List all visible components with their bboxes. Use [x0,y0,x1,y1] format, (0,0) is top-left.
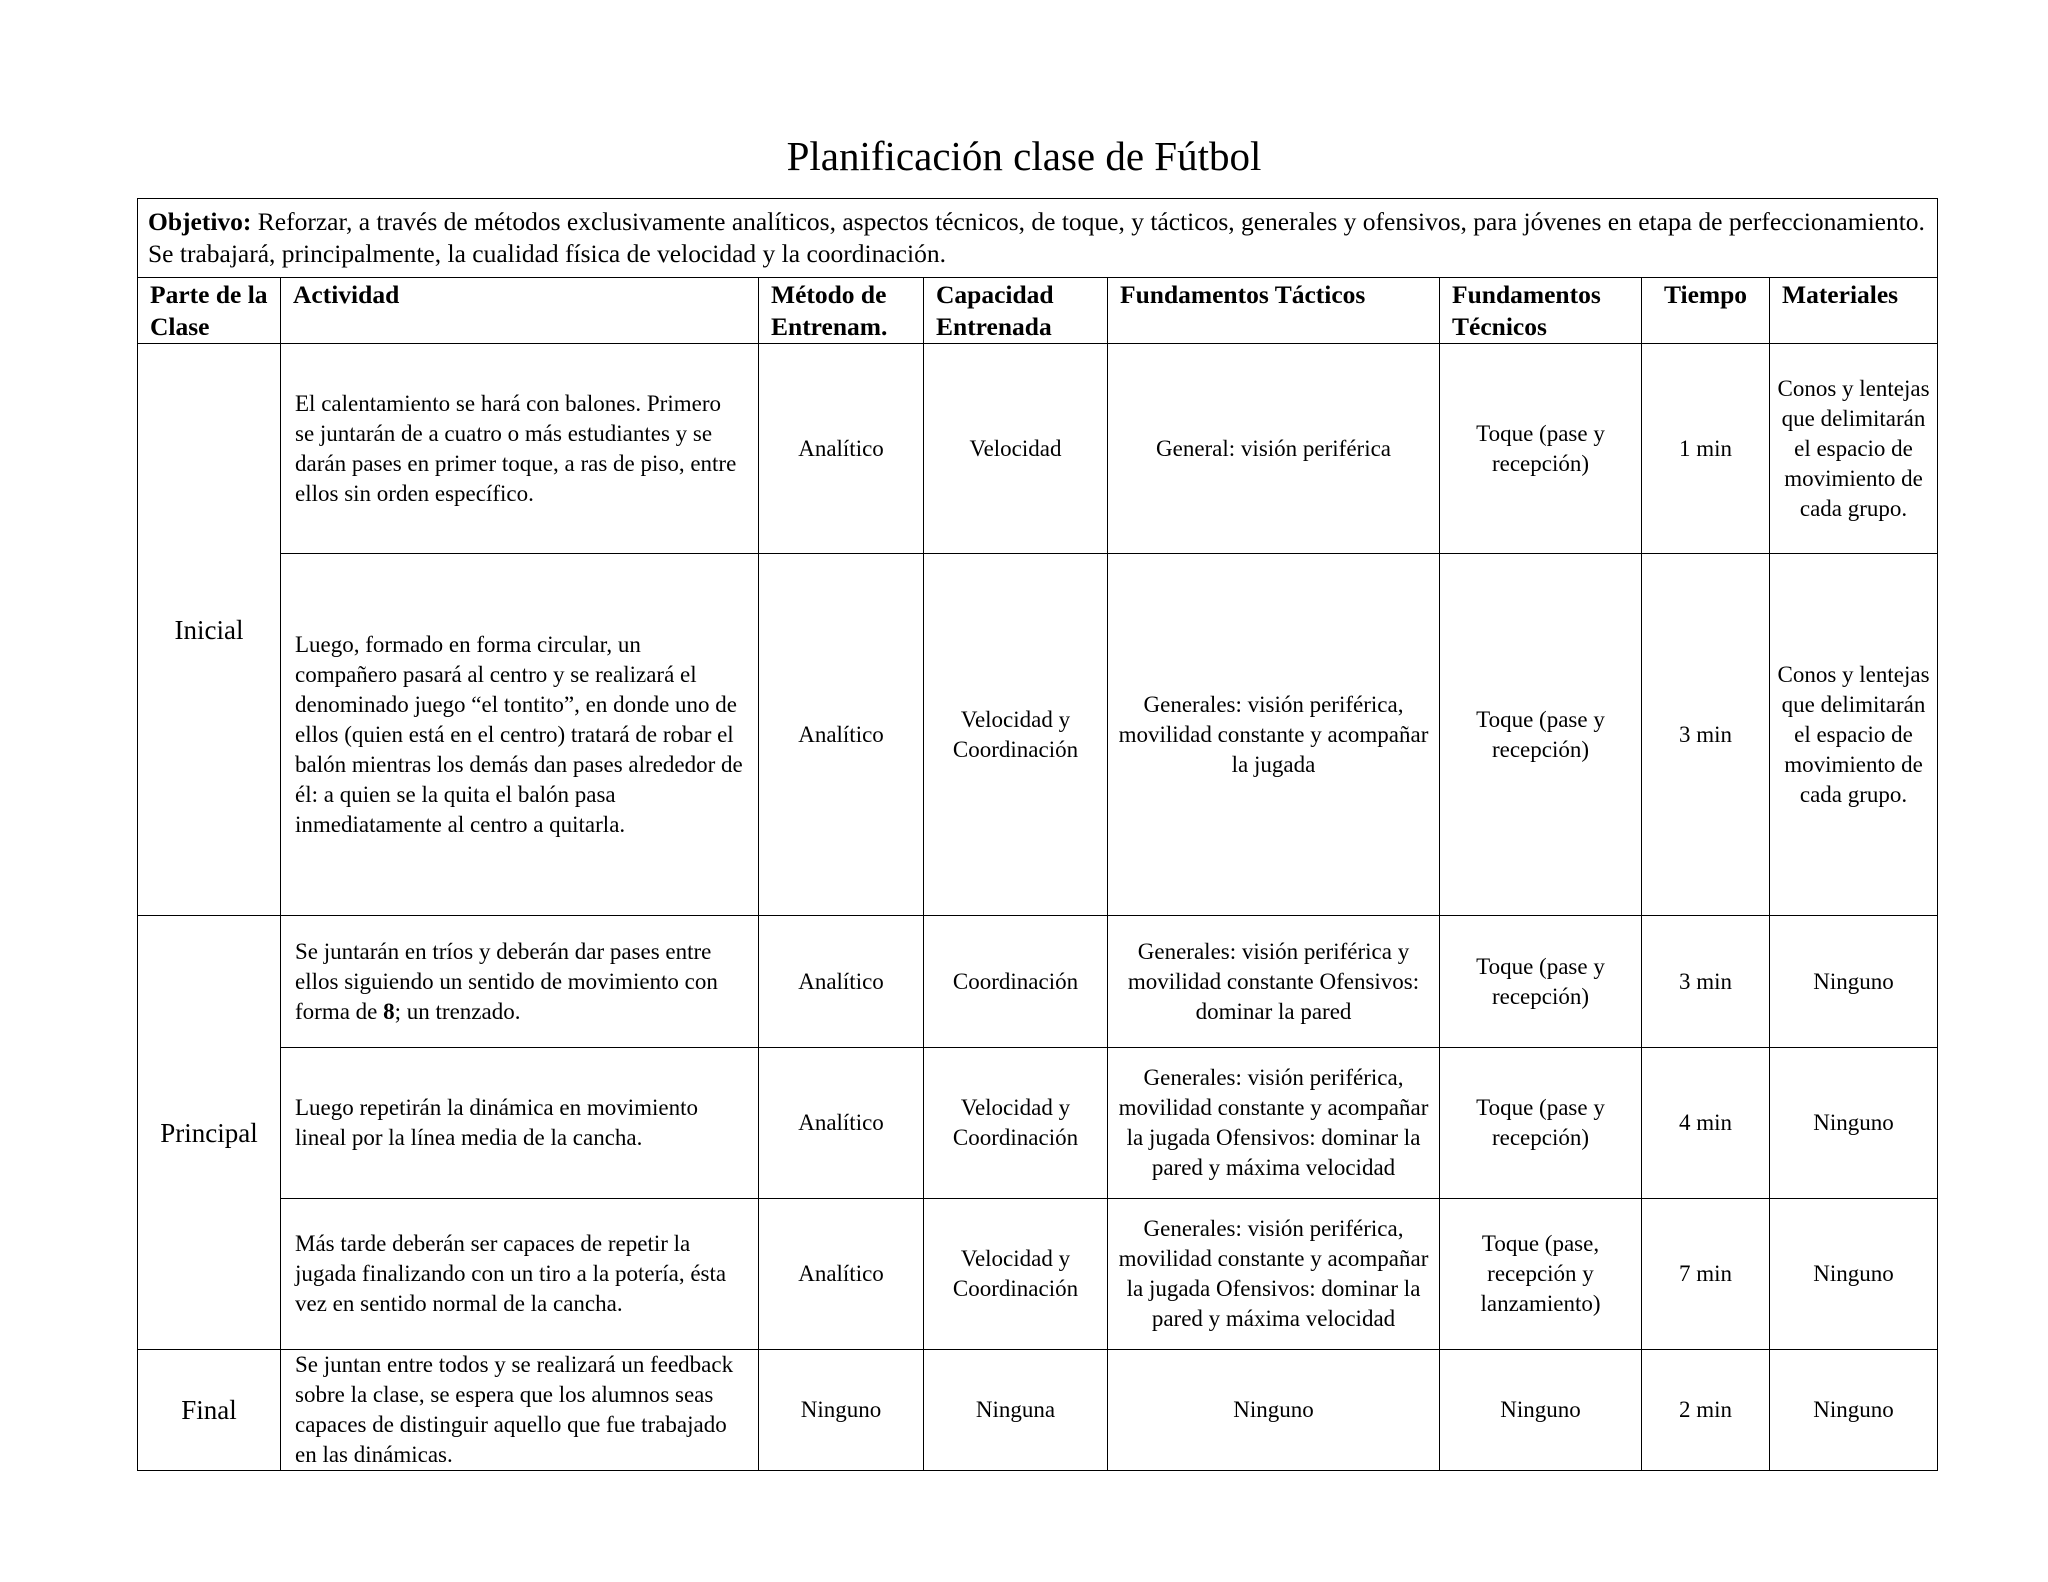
time-cell: 7 min [1642,1199,1770,1350]
part-initial: Inicial [138,344,281,916]
activity-cell: Se juntan entre todos y se realizará un feedback sobre la clase, se espera que los alumnos seas capaces de distinguir aquello que fue trabajado en las dinámicas. [281,1350,759,1471]
part-final: Final [138,1350,281,1471]
time-cell: 2 min [1642,1350,1770,1471]
activity-text-b: ; un trenzado. [394,998,521,1024]
header-tactical: Fundamentos Tácticos [1108,278,1440,344]
tactical-cell: Ninguno [1108,1350,1440,1471]
objective-text: Reforzar, a través de métodos exclusivamente analíticos, aspectos técnicos, de toque, y tácticos, generales y ofensivos, para jóvenes en etapa de perfeccionamiento. Se trabajará, principalmente, la cualidad física de velocidad y la coordinación. [148,207,1925,268]
materials-cell: Conos y lentejas que delimitarán el espacio de movimiento de cada grupo. [1770,344,1938,554]
tactical-cell: Generales: visión periférica, movilidad constante y acompañar la jugada Ofensivos: dominar la pared y máxima velocidad [1108,1199,1440,1350]
header-part: Parte de la Clase [138,278,281,344]
technical-cell: Toque (pase, recepción y lanzamiento) [1440,1199,1642,1350]
activity-bold-number: 8 [383,998,395,1024]
time-cell: 3 min [1642,916,1770,1048]
activity-cell: Luego repetirán la dinámica en movimiento lineal por la línea media de la cancha. [281,1048,759,1199]
capacity-cell: Velocidad y Coordinación [924,1199,1108,1350]
header-activity: Actividad [281,278,759,344]
header-materials: Materiales [1770,278,1938,344]
objective-cell [138,199,1938,278]
part-main: Principal [138,916,281,1350]
tactical-cell: Generales: visión periférica, movilidad constante y acompañar la jugada Ofensivos: dominar la pared y máxima velocidad [1108,1048,1440,1199]
page-title: Planificación clase de Fútbol [786,133,1262,179]
tactical-cell: General: visión periférica [1108,344,1440,554]
method-cell: Analítico [759,1048,924,1199]
header-row [138,278,1938,344]
lesson-plan-table [137,198,1938,1471]
technical-cell: Toque (pase y recepción) [1440,554,1642,916]
capacity-cell: Velocidad y Coordinación [924,1048,1108,1199]
table-row [138,1350,1938,1471]
activity-cell: El calentamiento se hará con balones. Primero se juntarán de a cuatro o más estudiantes y se darán pases en primer toque, a ras de piso, entre ellos sin orden específico. [281,344,759,554]
table-row [138,344,1938,554]
tactical-cell: Generales: visión periférica y movilidad constante Ofensivos: dominar la pared [1108,916,1440,1048]
time-cell: 4 min [1642,1048,1770,1199]
technical-cell: Toque (pase y recepción) [1440,344,1642,554]
technical-cell: Ninguno [1440,1350,1642,1471]
technical-cell: Toque (pase y recepción) [1440,1048,1642,1199]
materials-cell: Ninguno [1770,1199,1938,1350]
header-capacity: Capacidad Entrenada [924,278,1108,344]
table-row [138,554,1938,916]
tactical-cell: Generales: visión periférica, movilidad constante y acompañar la jugada [1108,554,1440,916]
header-method: Método de Entrenam. [759,278,924,344]
method-cell: Analítico [759,554,924,916]
table-row [138,916,1938,1048]
method-cell: Analítico [759,344,924,554]
capacity-cell: Velocidad [924,344,1108,554]
capacity-cell: Ninguna [924,1350,1108,1471]
method-cell: Analítico [759,1199,924,1350]
activity-cell [281,916,759,1048]
activity-text-a: Se juntarán en tríos y deberán dar pases entre ellos siguiendo un sentido de movimiento con forma de [295,938,718,1024]
method-cell: Analítico [759,916,924,1048]
materials-cell: Ninguno [1770,1048,1938,1199]
materials-cell: Ninguno [1770,916,1938,1048]
header-technical: Fundamentos Técnicos [1440,278,1642,344]
table-row [138,1199,1938,1350]
activity-cell: Más tarde deberán ser capaces de repetir la jugada finalizando con un tiro a la potería, ésta vez en sentido normal de la cancha. [281,1199,759,1350]
objective-row [138,199,1938,278]
time-cell: 1 min [1642,344,1770,554]
capacity-cell: Coordinación [924,916,1108,1048]
table-row [138,1048,1938,1199]
time-cell: 3 min [1642,554,1770,916]
header-time: Tiempo [1642,278,1770,344]
activity-cell: Luego, formado en forma circular, un compañero pasará al centro y se realizará el denominado juego “el tontito”, en donde uno de ellos (quien está en el centro) tratará de robar el balón mientras los demás dan pases alrededor de él: a quien se la quita el balón pasa inmediatamente al centro a quitarla. [281,554,759,916]
capacity-cell: Velocidad y Coordinación [924,554,1108,916]
materials-cell: Conos y lentejas que delimitarán el espacio de movimiento de cada grupo. [1770,554,1938,916]
objective-label: Objetivo: [148,207,252,236]
materials-cell: Ninguno [1770,1350,1938,1471]
method-cell: Ninguno [759,1350,924,1471]
technical-cell: Toque (pase y recepción) [1440,916,1642,1048]
